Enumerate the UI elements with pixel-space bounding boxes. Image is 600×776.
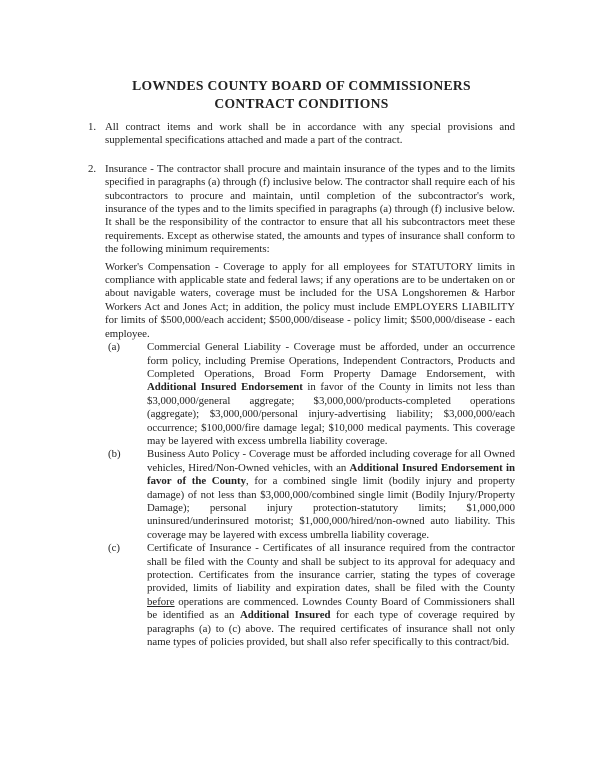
text-run: for each type of coverage required by paragraphs (a) to (c) above. The required certificates of insurance shall not only name types of policies provided, but shall also refer specifically to this contract/bid.	[147, 609, 515, 649]
text-run: Commercial General Liability - Coverage must be afforded, under an occurrence form policy, including Premise Operations, Independent Contractors, Products and Completed Operations, Broad Form Property Damage Endorsement, with	[147, 341, 515, 380]
text-run: Certificate of Insurance - Certificates of all insurance required from the contractor shall be filed with the County and shall be subject to its approval for adequacy and protection. Certificates from the insurance carrier, stating the types of coverage provided, limits of liability and expiration dates, shall be filed with the County	[147, 542, 515, 595]
text-run: , for a combined single limit (bodily injury and property damage) of not less than $3,000,000/combined single limit (Bodily Injury/Property Damage); personal injury protection-statutory limits; $1,000,000 uninsured/underinsured motorist; $1,000,000/hired/non-owned auto liability. This coverage may be layered with excess umbrella liability coverage.	[147, 475, 515, 541]
text-run: in favor of the County in limits not less than $3,000,000/general aggregate; $3,000,000/products-completed operations (aggregate); $3,000,000/personal injury-advertising liability; $3,000,000/each occurrence; $100,000/fire damage legal; $10,000 medical payments. This coverage may be layered with excess umbrella liability coverage.	[147, 381, 515, 447]
sub-item-label: (a)	[108, 341, 120, 354]
workers-compensation-paragraph: Worker's Compensation - Coverage to apply for all employees for STATUTORY limits in compliance with applicable state and federal laws; if any operations are to be undertaken on or about navigable waters, coverage must be included for the USA Longshoremen & Harbor Workers Act and Jones Act; in addition, the policy must include EMPLOYERS LIABILITY for limits of $500,000/each accident; $500,000/disease - policy limit; $500,000/disease - each employee.	[105, 260, 515, 340]
contract-item-1	[88, 121, 515, 148]
text-run: Business Auto Policy - Coverage must be afforded including coverage for all Owned vehicles, Hired/Non-Owned vehicles, with an	[147, 448, 515, 474]
item-number: 1.	[88, 121, 97, 133]
item-number: 2.	[88, 162, 97, 175]
document-content	[88, 77, 515, 649]
text-run: operations are commenced. Lowndes County Board of Commissioners shall be identified as an	[147, 595, 515, 622]
title-line-2: CONTRACT CONDITIONS	[214, 95, 389, 111]
bold-run: Additional Insured	[239, 609, 331, 622]
sub-item-c	[105, 542, 515, 649]
sub-item-label: (c)	[108, 542, 120, 555]
sub-item-label: (b)	[108, 448, 121, 461]
insurance-paragraph: Insurance - The contractor shall procure and maintain insurance of the types and to the limits specified in paragraphs (a) through (f) inclusive below. The contractor shall require each of his subcontractors to procure and maintain, until completion of the subcontractor's work, insurance of the types and to the limits specified in paragraphs (a) through (f) inclusive below. It shall be the responsibility of the contractor to ensure that all his subcontractors meet these requirements. Except as otherwise stated, the amounts and types of insurance shall conform to the following minimum requirements:	[105, 162, 515, 256]
item-text: All contract items and work shall be in accordance with any special provisions and supplemental specifications attached and made a part of the contract.	[105, 121, 515, 147]
title-line-1: LOWNDES COUNTY BOARD OF COMMISSIONERS	[132, 78, 471, 93]
underlined-run: before	[147, 595, 175, 608]
sub-item-text	[147, 542, 515, 649]
document-title	[88, 77, 515, 112]
contract-item-2	[88, 163, 515, 650]
bold-run: Additional Insured Endorsement in favor of the County	[147, 461, 515, 488]
item-body	[105, 163, 515, 650]
sub-item-text	[147, 448, 515, 542]
sub-item-text	[147, 341, 515, 448]
sub-item-b	[105, 448, 515, 542]
sub-item-a	[105, 341, 515, 448]
bold-run: Additional Insured Endorsement	[147, 381, 303, 394]
